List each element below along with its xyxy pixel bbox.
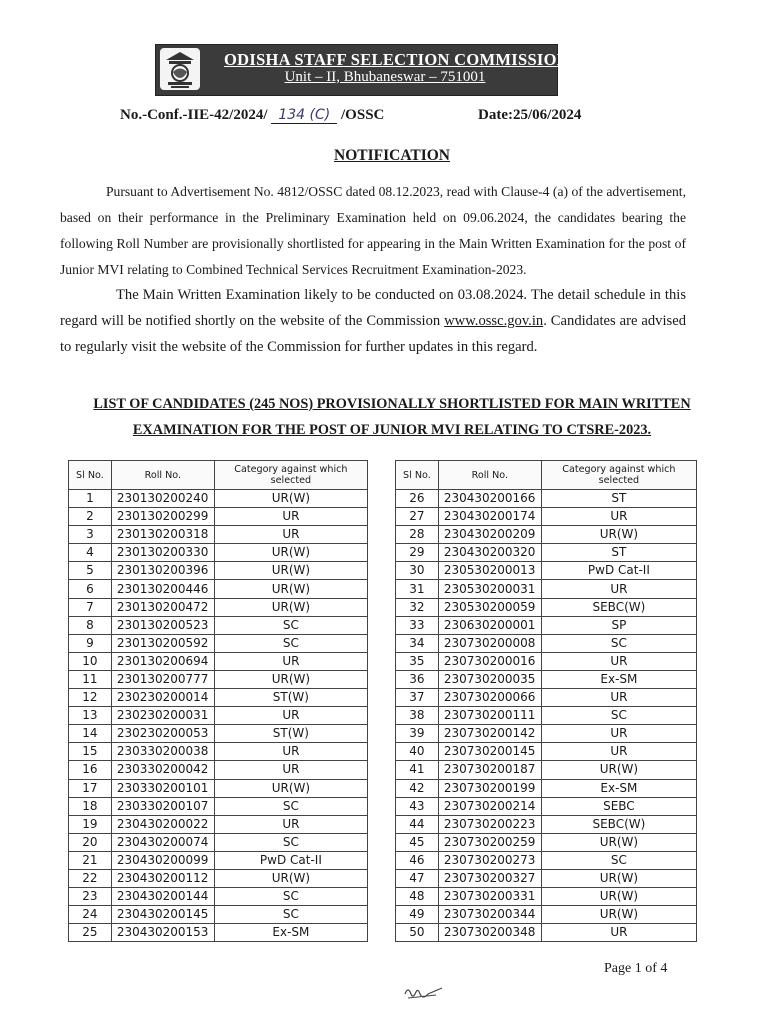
table-row <box>69 815 368 833</box>
category-cell: UR(W) <box>541 761 696 779</box>
table-row <box>396 598 697 616</box>
sl-no-cell: 41 <box>396 761 439 779</box>
category-cell: ST <box>541 490 696 508</box>
sl-no-cell: 14 <box>69 725 112 743</box>
category-cell: UR <box>541 689 696 707</box>
sl-no-cell: 29 <box>396 544 439 562</box>
sl-no-cell: 34 <box>396 634 439 652</box>
category-cell: SC <box>541 851 696 869</box>
table-row <box>396 797 697 815</box>
roll-no-cell: 230530200013 <box>438 562 541 580</box>
category-cell: SC <box>214 616 367 634</box>
sl-no-cell: 44 <box>396 815 439 833</box>
table-row <box>69 869 368 887</box>
roll-no-cell: 230130200318 <box>111 526 214 544</box>
sl-no-cell: 37 <box>396 689 439 707</box>
roll-no-cell: 230330200042 <box>111 761 214 779</box>
category-cell: UR(W) <box>214 779 367 797</box>
table-row <box>69 833 368 851</box>
reference-prefix: No.-Conf.-IIE-42/2024/ <box>120 107 268 123</box>
category-cell: Ex-SM <box>541 779 696 797</box>
table-row <box>69 743 368 761</box>
category-cell: UR(W) <box>214 598 367 616</box>
sl-no-cell: 43 <box>396 797 439 815</box>
sl-no-cell: 38 <box>396 707 439 725</box>
table-row <box>69 689 368 707</box>
roll-no-cell: 230230200014 <box>111 689 214 707</box>
roll-no-cell: 230130200777 <box>111 670 214 688</box>
roll-no-cell: 230130200523 <box>111 616 214 634</box>
category-cell: UR(W) <box>541 526 696 544</box>
odisha-emblem-icon <box>160 48 200 90</box>
roll-no-cell: 230430200022 <box>111 815 214 833</box>
notification-date: Date:25/06/2024 <box>478 107 582 123</box>
table-row <box>396 743 697 761</box>
category-cell: SP <box>541 616 696 634</box>
table-row <box>69 761 368 779</box>
category-cell: UR(W) <box>214 580 367 598</box>
sl-no-cell: 5 <box>69 562 112 580</box>
roll-no-cell: 230730200016 <box>438 652 541 670</box>
paragraph-exam-schedule <box>60 282 686 360</box>
candidate-list-title-line2: EXAMINATION FOR THE POST OF JUNIOR MVI RELATING TO CTSRE-2023. <box>132 422 652 438</box>
table-row <box>69 490 368 508</box>
roll-no-cell: 230430200209 <box>438 526 541 544</box>
table-row <box>396 544 697 562</box>
category-cell: UR(W) <box>214 869 367 887</box>
roll-no-cell: 230430200320 <box>438 544 541 562</box>
sl-no-cell: 15 <box>69 743 112 761</box>
organization-name: ODISHA STAFF SELECTION COMMISSION <box>224 50 570 69</box>
roll-no-cell: 230330200101 <box>111 779 214 797</box>
roll-no-cell: 230330200038 <box>111 743 214 761</box>
sl-no-cell: 27 <box>396 508 439 526</box>
roll-no-cell: 230130200240 <box>111 490 214 508</box>
roll-no-cell: 230730200035 <box>438 670 541 688</box>
category-cell: Ex-SM <box>214 924 367 942</box>
category-cell: UR <box>541 743 696 761</box>
sl-no-cell: 13 <box>69 707 112 725</box>
table-row <box>69 851 368 869</box>
category-cell: SC <box>541 634 696 652</box>
sl-no-cell: 30 <box>396 562 439 580</box>
category-cell: UR(W) <box>214 562 367 580</box>
notification-title: NOTIFICATION <box>334 147 450 164</box>
roll-no-cell: 230730200331 <box>438 888 541 906</box>
roll-no-cell: 230730200259 <box>438 833 541 851</box>
category-cell: UR <box>541 508 696 526</box>
sl-no-cell: 9 <box>69 634 112 652</box>
roll-no-header: Roll No. <box>438 461 541 490</box>
roll-no-header: Roll No. <box>111 461 214 490</box>
sl-no-cell: 17 <box>69 779 112 797</box>
table-row <box>396 526 697 544</box>
category-header: Category against which selected <box>541 461 696 490</box>
table-header-row <box>69 461 368 490</box>
sl-no-cell: 1 <box>69 490 112 508</box>
roll-no-cell: 230430200074 <box>111 833 214 851</box>
table-row <box>69 616 368 634</box>
roll-no-cell: 230330200107 <box>111 797 214 815</box>
roll-no-cell: 230730200199 <box>438 779 541 797</box>
paragraph-shortlist: Pursuant to Advertisement No. 4812/OSSC dated 08.12.2023, read with Clause-4 (a) of the advertisement, based on their performance in the Preliminary Examination held on 09.06.2024, the candidates bearing the following Roll Number are provisionally shortlisted for appearing in the Main Written Examination for the post of Junior MVI relating to Combined Technical Services Recruitment Examination-2023. <box>60 184 686 277</box>
roll-no-cell: 230130200330 <box>111 544 214 562</box>
roll-no-cell: 230430200166 <box>438 490 541 508</box>
sl-no-cell: 48 <box>396 888 439 906</box>
category-cell: SC <box>214 634 367 652</box>
roll-no-cell: 230130200694 <box>111 652 214 670</box>
category-cell: ST(W) <box>214 689 367 707</box>
reference-number <box>120 107 384 124</box>
category-cell: UR(W) <box>541 869 696 887</box>
table-row <box>396 924 697 942</box>
category-cell: UR <box>214 743 367 761</box>
sl-no-cell: 28 <box>396 526 439 544</box>
category-cell: SC <box>214 797 367 815</box>
category-cell: UR(W) <box>541 906 696 924</box>
paragraph-exam-schedule-end: . Candidates are advised to regularly visit the website of the Commission for further updates in this regard. <box>60 313 686 355</box>
sl-no-cell: 22 <box>69 869 112 887</box>
sl-no-cell: 2 <box>69 508 112 526</box>
sl-no-cell: 47 <box>396 869 439 887</box>
table-row <box>396 815 697 833</box>
table-row <box>69 906 368 924</box>
roll-no-cell: 230430200099 <box>111 851 214 869</box>
roll-no-cell: 230730200214 <box>438 797 541 815</box>
table-row <box>396 652 697 670</box>
category-cell: ST(W) <box>214 725 367 743</box>
sl-no-cell: 39 <box>396 725 439 743</box>
category-cell: UR <box>541 725 696 743</box>
category-cell: SC <box>214 833 367 851</box>
category-cell: PwD Cat-II <box>541 562 696 580</box>
table-row <box>396 670 697 688</box>
table-row <box>69 598 368 616</box>
category-cell: SC <box>214 888 367 906</box>
sl-no-cell: 26 <box>396 490 439 508</box>
table-row <box>69 544 368 562</box>
sl-no-cell: 11 <box>69 670 112 688</box>
category-cell: ST <box>541 544 696 562</box>
sl-no-cell: 31 <box>396 580 439 598</box>
table-row <box>69 707 368 725</box>
ossc-website-link[interactable]: www.ossc.gov.in <box>444 313 544 329</box>
table-row <box>396 580 697 598</box>
table-row <box>69 779 368 797</box>
roll-no-cell: 230530200059 <box>438 598 541 616</box>
roll-no-cell: 230730200223 <box>438 815 541 833</box>
table-row <box>396 833 697 851</box>
category-header: Category against which selected <box>214 461 367 490</box>
roll-no-cell: 230530200031 <box>438 580 541 598</box>
page-number: Page 1 of 4 <box>604 961 668 976</box>
sl-no-cell: 42 <box>396 779 439 797</box>
category-cell: UR(W) <box>541 888 696 906</box>
category-cell: UR <box>541 580 696 598</box>
roll-no-cell: 230130200472 <box>111 598 214 616</box>
organization-address: Unit – II, Bhubaneswar – 751001 <box>284 69 486 85</box>
table-row <box>69 888 368 906</box>
roll-no-cell: 230430200153 <box>111 924 214 942</box>
roll-no-cell: 230130200396 <box>111 562 214 580</box>
roll-no-cell: 230730200327 <box>438 869 541 887</box>
category-cell: UR <box>214 707 367 725</box>
sl-no-cell: 4 <box>69 544 112 562</box>
table-row <box>396 779 697 797</box>
roll-no-cell: 230730200145 <box>438 743 541 761</box>
table-row <box>69 797 368 815</box>
sl-no-cell: 24 <box>69 906 112 924</box>
table-row <box>69 580 368 598</box>
table-row <box>396 707 697 725</box>
category-cell: UR(W) <box>214 544 367 562</box>
roll-no-cell: 230430200112 <box>111 869 214 887</box>
sl-no-cell: 7 <box>69 598 112 616</box>
table-row <box>396 562 697 580</box>
table-row <box>396 508 697 526</box>
sl-no-cell: 19 <box>69 815 112 833</box>
category-cell: SEBC <box>541 797 696 815</box>
sl-no-cell: 23 <box>69 888 112 906</box>
table-row <box>69 634 368 652</box>
sl-no-cell: 46 <box>396 851 439 869</box>
sl-no-cell: 20 <box>69 833 112 851</box>
roll-no-cell: 230730200142 <box>438 725 541 743</box>
table-row <box>396 634 697 652</box>
category-cell: UR(W) <box>541 833 696 851</box>
sl-no-cell: 3 <box>69 526 112 544</box>
reference-suffix: /OSSC <box>341 107 385 123</box>
sl-no-cell: 25 <box>69 924 112 942</box>
sl-no-cell: 36 <box>396 670 439 688</box>
sl-no-header: Sl No. <box>69 461 112 490</box>
table-row <box>69 508 368 526</box>
table-row <box>396 616 697 634</box>
category-cell: UR(W) <box>214 670 367 688</box>
signature-icon <box>400 980 450 1004</box>
roll-no-cell: 230730200187 <box>438 761 541 779</box>
category-cell: UR <box>214 761 367 779</box>
sl-no-cell: 45 <box>396 833 439 851</box>
candidate-table-left <box>68 460 368 942</box>
table-row <box>396 761 697 779</box>
candidate-list-title <box>0 391 768 443</box>
table-row <box>69 652 368 670</box>
roll-no-cell: 230130200592 <box>111 634 214 652</box>
handwritten-reference: 134 (C) <box>271 107 337 124</box>
sl-no-cell: 16 <box>69 761 112 779</box>
table-row <box>69 924 368 942</box>
table-row <box>69 670 368 688</box>
category-cell: UR <box>541 924 696 942</box>
candidate-list-title-line1: LIST OF CANDIDATES (245 NOS) PROVISIONALLY SHORTLISTED FOR MAIN WRITTEN <box>93 396 691 412</box>
sl-no-cell: 33 <box>396 616 439 634</box>
roll-no-cell: 230730200348 <box>438 924 541 942</box>
table-row <box>396 851 697 869</box>
category-cell: UR <box>214 815 367 833</box>
roll-no-cell: 230430200145 <box>111 906 214 924</box>
category-cell: Ex-SM <box>541 670 696 688</box>
table-row <box>396 869 697 887</box>
sl-no-cell: 6 <box>69 580 112 598</box>
paragraph-exam-schedule-text: The Main Written Examination likely to be conducted on 03.08.2024. The detail schedule in this regard will be notified shortly on the website of the Commission <box>60 287 686 329</box>
roll-no-cell: 230630200001 <box>438 616 541 634</box>
roll-no-cell: 230430200174 <box>438 508 541 526</box>
category-cell: UR <box>214 526 367 544</box>
category-cell: SEBC(W) <box>541 815 696 833</box>
category-cell: UR <box>541 652 696 670</box>
sl-no-cell: 40 <box>396 743 439 761</box>
sl-no-header: Sl No. <box>396 461 439 490</box>
candidate-table-right <box>395 460 697 942</box>
category-cell: SC <box>214 906 367 924</box>
roll-no-cell: 230230200053 <box>111 725 214 743</box>
roll-no-cell: 230730200344 <box>438 906 541 924</box>
category-cell: SEBC(W) <box>541 598 696 616</box>
table-row <box>69 562 368 580</box>
roll-no-cell: 230130200299 <box>111 508 214 526</box>
table-row <box>69 725 368 743</box>
table-row <box>69 526 368 544</box>
category-cell: UR(W) <box>214 490 367 508</box>
sl-no-cell: 12 <box>69 689 112 707</box>
sl-no-cell: 50 <box>396 924 439 942</box>
sl-no-cell: 32 <box>396 598 439 616</box>
sl-no-cell: 18 <box>69 797 112 815</box>
roll-no-cell: 230430200144 <box>111 888 214 906</box>
table-row <box>396 906 697 924</box>
sl-no-cell: 49 <box>396 906 439 924</box>
sl-no-cell: 35 <box>396 652 439 670</box>
roll-no-cell: 230730200066 <box>438 689 541 707</box>
roll-no-cell: 230130200446 <box>111 580 214 598</box>
category-cell: UR <box>214 508 367 526</box>
table-row <box>396 490 697 508</box>
sl-no-cell: 21 <box>69 851 112 869</box>
roll-no-cell: 230730200111 <box>438 707 541 725</box>
table-row <box>396 725 697 743</box>
table-header-row <box>396 461 697 490</box>
category-cell: PwD Cat-II <box>214 851 367 869</box>
table-row <box>396 888 697 906</box>
sl-no-cell: 8 <box>69 616 112 634</box>
table-row <box>396 689 697 707</box>
sl-no-cell: 10 <box>69 652 112 670</box>
category-cell: SC <box>541 707 696 725</box>
category-cell: UR <box>214 652 367 670</box>
roll-no-cell: 230730200273 <box>438 851 541 869</box>
roll-no-cell: 230230200031 <box>111 707 214 725</box>
roll-no-cell: 230730200008 <box>438 634 541 652</box>
